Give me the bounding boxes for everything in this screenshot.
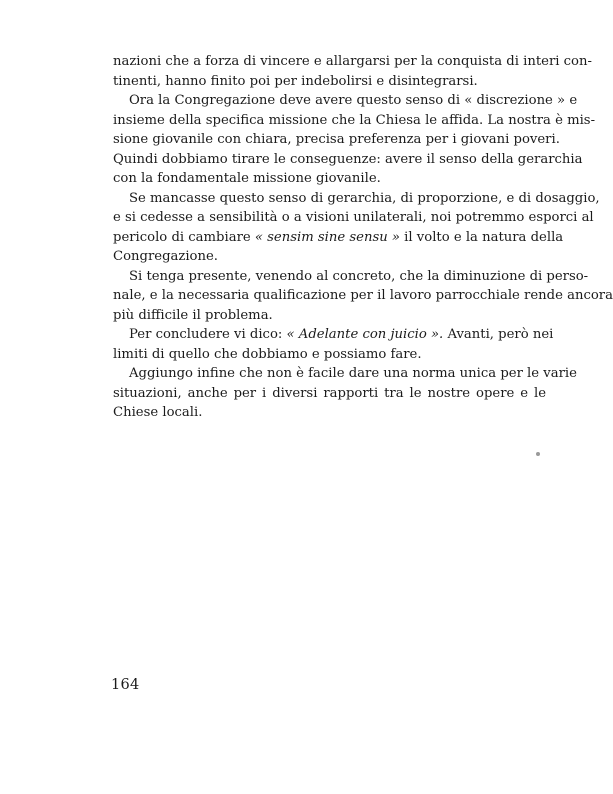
text-line: nazioni che a forza di vincere e allargarsi per la conquista di interi con- bbox=[113, 54, 592, 69]
text-line bbox=[113, 325, 554, 345]
text-line: Si tenga presente, venendo al concreto, che la diminuzione di perso- bbox=[129, 268, 589, 284]
text-run: Avanti, però nei bbox=[447, 327, 554, 342]
text-line: limiti di quello che dobbiamo e possiamo fare. bbox=[113, 346, 422, 362]
text-line: sione giovanile con chiara, precisa preferenza per i giovani poveri. bbox=[113, 132, 560, 147]
body-text bbox=[113, 52, 613, 423]
page-number: 164 bbox=[111, 677, 140, 693]
text-run: pericolo di cambiare bbox=[113, 229, 251, 245]
text-run: Per concludere vi dico: bbox=[129, 327, 283, 342]
scan-speck bbox=[536, 452, 540, 456]
latin-phrase: « sensim sine sensu » bbox=[254, 229, 400, 245]
text-line: con la fondamentale missione giovanile. bbox=[113, 171, 381, 186]
text-line: Se mancasse questo senso di gerarchia, di proporzione, e di dosaggio, bbox=[129, 190, 600, 206]
text-line: tinenti, hanno finito poi per indebolirsi e disintegrarsi. bbox=[113, 73, 478, 89]
paragraph bbox=[113, 364, 577, 423]
paragraph bbox=[113, 325, 554, 364]
text-line bbox=[113, 228, 564, 248]
text-line: più difficile il problema. bbox=[113, 307, 273, 323]
text-line: Ora la Congregazione deve avere questo senso di « discrezione » e bbox=[129, 93, 578, 108]
spanish-phrase: « Adelante con juicio ». bbox=[286, 327, 444, 342]
text-line: situazioni, anche per i diversi rapporti tra le nostre opere e le bbox=[113, 385, 546, 401]
text-line: Quindi dobbiamo tirare le conseguenze: avere il senso della gerarchia bbox=[113, 151, 583, 167]
text-line: nale, e la necessaria qualificazione per il lavoro parrocchiale rende ancora bbox=[113, 288, 613, 303]
text-line: Aggiungo infine che non è facile dare una norma unica per le varie bbox=[129, 366, 577, 381]
paragraph bbox=[113, 267, 613, 326]
paragraph bbox=[113, 189, 600, 267]
text-line: e si cedesse a sensibilità o a visioni unilaterali, noi potremmo esporci al bbox=[113, 210, 594, 225]
paragraph bbox=[113, 91, 596, 189]
text-line: Chiese locali. bbox=[113, 405, 203, 420]
text-line: Congregazione. bbox=[113, 249, 218, 264]
text-line: insieme della specifica missione che la Chiesa le affida. La nostra è mis- bbox=[113, 112, 596, 128]
text-run: il volto e la natura della bbox=[404, 229, 564, 245]
paragraph bbox=[113, 52, 592, 91]
